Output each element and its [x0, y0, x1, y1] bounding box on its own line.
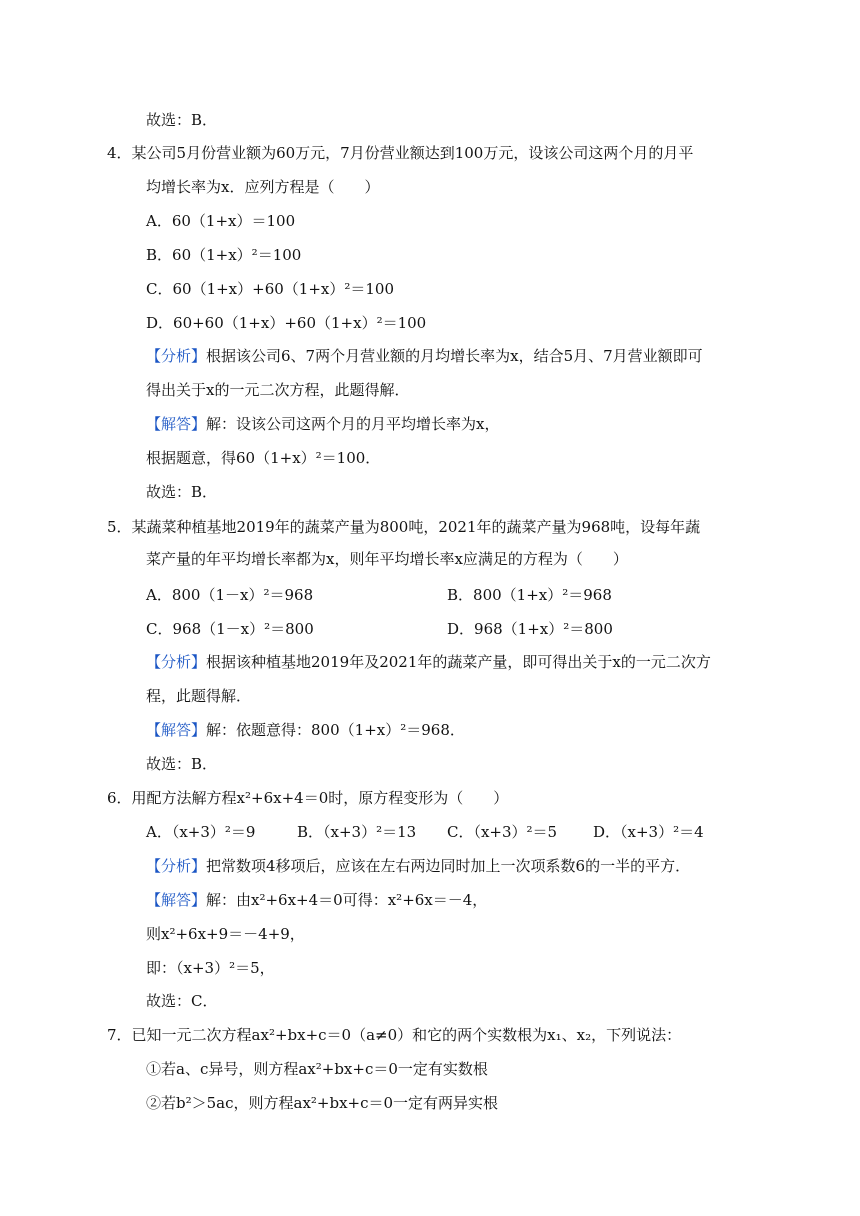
- section-tag: 【解答】: [146, 415, 207, 433]
- line-text: D．968（1+x）²＝800: [447, 620, 613, 638]
- text-line-l20: [146, 754, 217, 774]
- text-line-c2: [447, 619, 613, 639]
- text-line-l01: [146, 110, 217, 130]
- text-line-c1: [447, 585, 612, 605]
- line-text: C．60（1+x）+60（1+x）²＝100: [146, 280, 395, 298]
- line-text: 6．用配方法解方程x²+6x+4＝0时，原方程变形为（ ）: [107, 789, 509, 807]
- text-line-l14: [146, 549, 628, 569]
- section-tag: 【解答】: [146, 891, 207, 909]
- line-text: A．800（1－x）²＝968: [146, 586, 314, 604]
- text-line-l09: [146, 380, 409, 400]
- text-line-l28: [107, 1025, 681, 1045]
- text-line-l11: [146, 448, 380, 468]
- text-line-l24: [146, 890, 487, 910]
- text-line-l04: [146, 211, 295, 231]
- text-line-l30: [146, 1093, 498, 1113]
- text-line-l06: [146, 279, 394, 299]
- text-line-l02: [107, 143, 693, 163]
- text-line-l10: [146, 414, 499, 434]
- text-line-l29: [146, 1059, 488, 1079]
- line-text: 把常数项4移项后，应该在左右两边同时加上一次项系数6的一半的平方．: [206, 857, 691, 875]
- line-text: 7．已知一元二次方程ax²+bx+c＝0（a≠0）和它的两个实数根为x₁、x₂，下列说法：: [107, 1026, 682, 1044]
- line-text: 根据该种植基地2019年及2021年的蔬菜产量，即可得出关于x的一元二次方: [206, 653, 711, 671]
- text-line-l17: [146, 652, 711, 672]
- line-text: D．（x+3）²＝4: [593, 823, 704, 841]
- line-text: C．（x+3）²＝5: [447, 823, 558, 841]
- line-text: 根据题意，得60（1+x）²＝100．: [146, 449, 381, 467]
- line-text: A．（x+3）²＝9: [146, 823, 256, 841]
- line-text: B．（x+3）²＝13: [297, 823, 417, 841]
- text-line-l25: [146, 924, 305, 944]
- line-text: A．60（1+x）＝100: [146, 212, 296, 230]
- line-text: 则x²+6x+9＝－4+9，: [146, 925, 305, 943]
- line-text: 解：设该公司这两个月的月平均增长率为x，: [206, 415, 500, 433]
- line-text: 解：依题意得：800（1+x）²＝968．: [206, 721, 465, 739]
- text-line-l21: [107, 788, 508, 808]
- line-text: C．968（1－x）²＝800: [146, 620, 314, 638]
- text-line-l22: [146, 822, 255, 842]
- line-text: 根据该公司6、7两个月营业额的月均增长率为x，结合5月、7月营业额即可: [206, 347, 703, 365]
- line-text: B．60（1+x）²＝100: [146, 246, 302, 264]
- line-text: 故选：B．: [146, 111, 218, 129]
- line-text: 故选：C．: [146, 992, 218, 1010]
- line-text: 解：由x²+6x+4＝0可得：x²+6x＝－4，: [206, 891, 488, 909]
- line-text: 程，此题得解．: [146, 687, 252, 705]
- text-line-c4: [447, 822, 557, 842]
- section-tag: 【分析】: [146, 857, 207, 875]
- text-line-l15: [146, 585, 313, 605]
- line-text: 均增长率为x．应列方程是（ ）: [146, 178, 380, 196]
- text-line-l27: [146, 991, 217, 1011]
- text-line-l16: [146, 619, 314, 639]
- line-text: B．800（1+x）²＝968: [447, 586, 612, 604]
- text-line-l05: [146, 245, 301, 265]
- text-line-l23: [146, 856, 690, 876]
- section-tag: 【解答】: [146, 721, 207, 739]
- line-text: ①若a、c异号，则方程ax²+bx+c＝0一定有实数根: [146, 1060, 488, 1078]
- line-text: D．60+60（1+x）+60（1+x）²＝100: [146, 314, 427, 332]
- text-line-c5: [593, 822, 704, 842]
- text-line-l19: [146, 720, 465, 740]
- text-line-l18: [146, 686, 251, 706]
- line-text: ②若b²＞5ac，则方程ax²+bx+c＝0一定有两异实根: [146, 1094, 499, 1112]
- text-line-l07: [146, 313, 426, 333]
- line-text: 4．某公司5月份营业额为60万元，7月份营业额达到100万元，设该公司这两个月的月平: [107, 144, 694, 162]
- text-line-c3: [297, 822, 416, 842]
- text-line-l03: [146, 177, 379, 197]
- text-line-l13: [107, 517, 700, 537]
- line-text: 菜产量的年平均增长率都为x，则年平均增长率x应满足的方程为（ ）: [146, 550, 628, 568]
- line-text: 故选：B．: [146, 483, 218, 501]
- line-text: 即：（x+3）²＝5，: [146, 959, 275, 977]
- text-line-l26: [146, 958, 275, 978]
- text-line-l08: [146, 346, 703, 366]
- line-text: 故选：B．: [146, 755, 218, 773]
- text-line-l12: [146, 482, 217, 502]
- line-text: 得出关于x的一元二次方程，此题得解．: [146, 381, 410, 399]
- section-tag: 【分析】: [146, 653, 207, 671]
- line-text: 5．某蔬菜种植基地2019年的蔬菜产量为800吨，2021年的蔬菜产量为968吨，设每年蔬: [107, 518, 701, 536]
- section-tag: 【分析】: [146, 347, 207, 365]
